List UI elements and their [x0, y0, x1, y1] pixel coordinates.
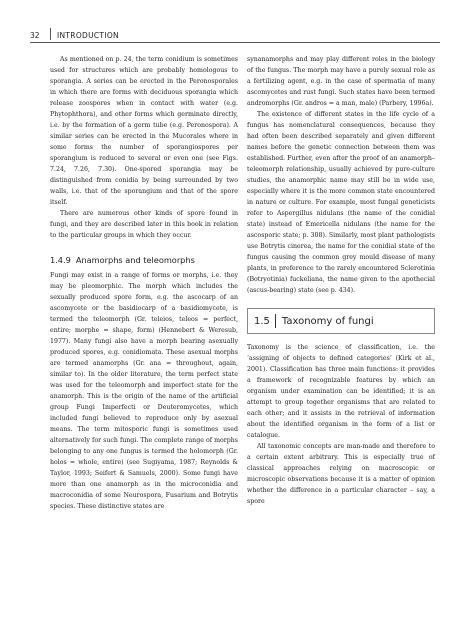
- running-header: [30, 24, 440, 43]
- section-number: 1.4.9: [50, 255, 71, 265]
- left-column: [50, 54, 238, 512]
- section-number: 1.5: [254, 315, 270, 327]
- left-paragraph-3: Fungi may exist in a range of forms or morphs, i.e. they may be pleomorphic. The morph which includes the sexually produced spore form, e.g. the ascocarp of an ascomycete or the basidiocarp of a basidiomycete, is termed the teleomorph (Gr. teleios, teleos = perfect, entire; morphe = shape, form) (Hennebert & Weresub, 1977). Many fungi also have a morph bearing asexually produced spores, e.g. conidiomata. These asexual morphs are termed anamorphs (Gr. ana = throughout, again, similar to). In the older literature, the term perfect state was used for the teleomorph and imperfect state for the anamorph. This is the origin of the name of the artificial group Fungi Imperfecti or Deuteromycetes, which included fungi believed to reproduce only by asexual means. The term mitosporic fungi is sometimes used alternatively for such fungi. The complete range of morphs belonging to any one fungus is termed the holomorph (Gr. holos = whole, entire) (see Sugiyama, 1987; Reynolds & Taylor, 1993; Seifert & Samuels, 2000). Some fungi have more than one anamorph as in the microconidia and macroconidia of some Neurospora, Fusarium and Botrytis species. These distinctive states are: [50, 272, 238, 510]
- section-heading-1-5: [247, 308, 435, 334]
- section-title: Anamorphs and teleomorphs: [75, 255, 195, 265]
- left-paragraph-1: As mentioned on p. 24, the term conidium is sometimes used for structures which are probably homologous to sporangia. A series can be erected in the Peronosporales in which there are forms with deciduous sporangia which release zoospores when in contact with water (e.g. Phytophthora), and other forms which germinate directly, i.e. by the formation of a germ tube (e.g. Peronospora). A similar series can be erected in the Mucorales where in some forms the number of sporangiospores per sporangium is reduced to several or even one (see Figs. 7.24, 7.26, 7.30). One-spored sporangia may be distinguished from conidia by being surrounded by two walls, i.e. that of the sporangium and that of the spore itself.: [50, 56, 238, 206]
- header-divider: [50, 28, 51, 40]
- section-divider: [275, 314, 276, 328]
- running-title: INTRODUCTION: [57, 31, 119, 40]
- right-paragraph-1: synanamorphs and may play different roles in the biology of the fungus. The morph may have a purely sexual role as a fertilizing agent, e.g. in the case of spermatia of many ascomycetes and rust fungi. Such states have been termed andromorphs (Gr. andros = a man, male) (Parbery, 1996a).: [247, 56, 435, 107]
- right-paragraph-4: All taxonomic concepts are man-made and therefore to a certain extent arbitrary. This is especially true of classical approaches relying on macroscopic or microscopic observations because it is a matter of opinion whether the difference in a particular character – say, a spore: [247, 443, 435, 505]
- section-title: Taxonomy of fungi: [281, 315, 374, 327]
- right-column: [247, 54, 435, 507]
- right-paragraph-3: Taxonomy is the science of classification, i.e. the ‘assigning of objects to defined categories’ (Kirk et al., 2001). Classification has three main functions: it provides a framework of recognizable features by which an organism under examination can be identified; it is an attempt to group together organisms that are related to each other; and it assists in the retrieval of information about the identified organism in the form of a list or catalogue.: [247, 344, 435, 439]
- section-heading-1-4-9: [50, 255, 238, 266]
- page-number: 32: [30, 31, 40, 40]
- left-paragraph-2: There are numerous other kinds of spore found in fungi, and they are described later in this book in relation to the particular groups in which they occur.: [50, 210, 238, 239]
- right-paragraph-2: The existence of different states in the life cycle of a fungus has nomenclatural consequences, because they had often been described separately and given different names before the genetic connection between them was established. Further, even after the proof of an anamorph–teleomorph relationship, usually achieved by pure-culture studies, the anamorphic name may still be in wide use, especially where it is the more common state encountered in nature or culture. For example, most fungal geneticists refer to Aspergillus nidulans (the name of the conidial state) instead of Emericella nidulans (the name for the ascosporic state; p. 308). Similarly, most plant pathologists use Botrytis cinerea, the name for the conidial state of the fungus causing the common grey mould disease of many plants, in preference to the rarely encountered Sclerotinia (Botryotinia) fuckeliana, the name given to the apothecial (ascus-bearing) state (see p. 434).: [247, 111, 435, 294]
